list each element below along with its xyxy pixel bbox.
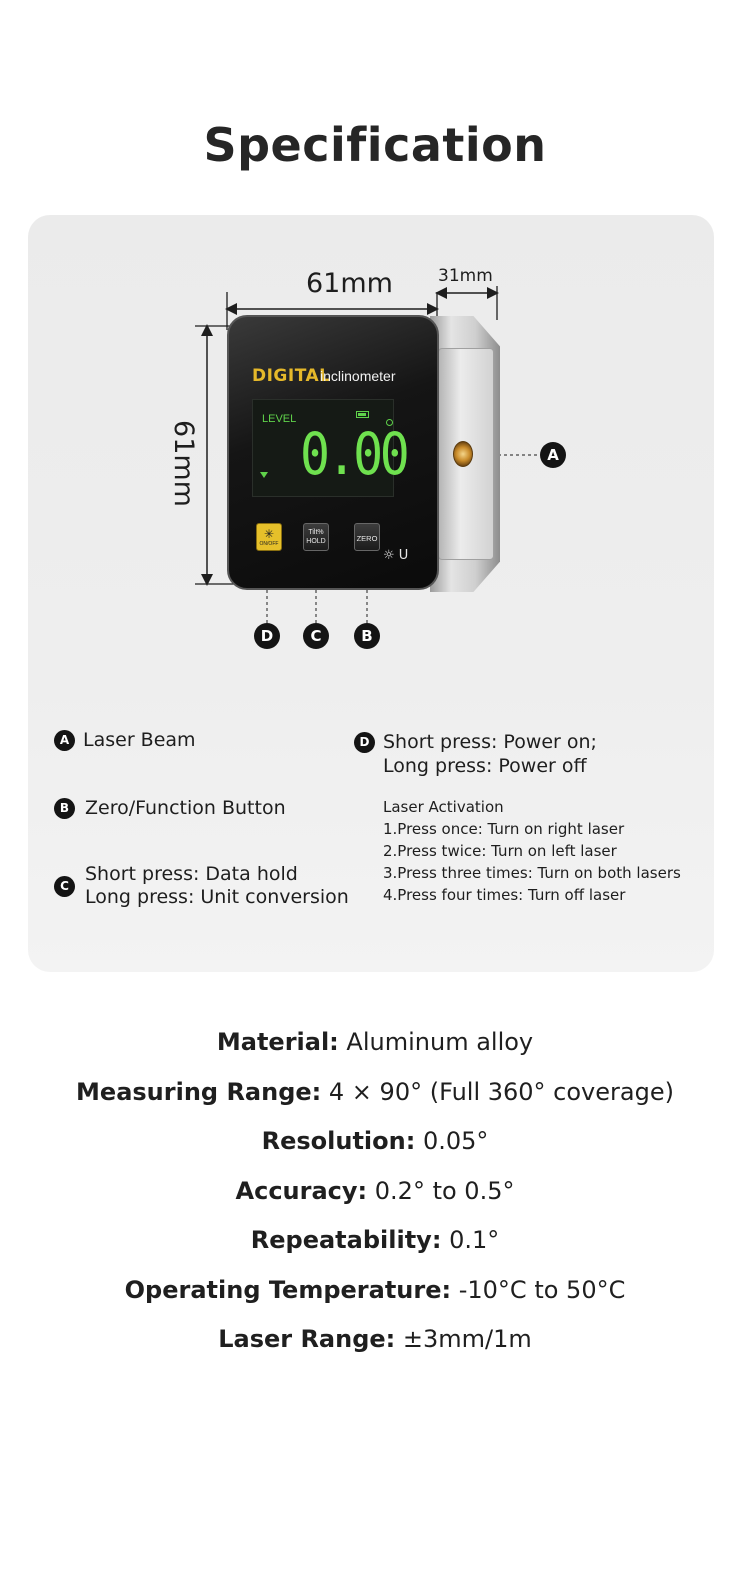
device-zero-button (354, 523, 380, 551)
dimension-depth-label: 31mm (438, 266, 493, 286)
spec-label: Laser Range: (218, 1325, 396, 1353)
page-title: Specification (203, 118, 547, 172)
legend-c-line1: Short press: Data hold (85, 863, 298, 885)
spec-label: Repeatability: (250, 1226, 442, 1254)
spec-row-laser-range (0, 1320, 750, 1370)
laser-step: 4.Press four times: Turn off laser (383, 886, 626, 904)
spec-value: 0.05° (422, 1127, 489, 1155)
laser-step: 2.Press twice: Turn on left laser (383, 842, 617, 860)
laser-step: 3.Press three times: Turn on both lasers (383, 864, 681, 882)
device-brand-logo: DIGITAL (252, 366, 331, 386)
device-product-name: inclinometer (320, 368, 396, 384)
spec-row-material (0, 1023, 750, 1073)
legend-d-line1: Short press: Power on; (383, 731, 597, 753)
spec-value: 0.2° to 0.5° (374, 1176, 515, 1205)
screen-reading: 0.00 (300, 420, 407, 488)
spec-label: Material: (216, 1028, 339, 1056)
legend-badge-c: C (54, 876, 75, 897)
zero-button-label: ZERO (356, 534, 378, 543)
spec-value: ±3mm/1m (402, 1325, 532, 1353)
callout-a: A (540, 442, 566, 468)
spec-label: Operating Temperature: (124, 1275, 452, 1304)
laser-activation-title: Laser Activation (383, 798, 504, 816)
spec-label: Accuracy: (235, 1176, 368, 1205)
spec-row-repeatability (0, 1221, 750, 1271)
laser-step: 1.Press once: Turn on right laser (383, 820, 625, 838)
hold-button-label-2: HOLD (306, 538, 326, 545)
spec-list (0, 1023, 750, 1370)
power-button-label: ON/OFF (259, 541, 279, 547)
dimension-height-label: 61mm (167, 420, 199, 507)
legend-zero-button: Zero/Function Button (85, 797, 286, 819)
spec-value: Aluminum alloy (346, 1028, 534, 1056)
spec-label: Measuring Range: (76, 1077, 322, 1106)
legend-badge-d: D (354, 732, 375, 753)
device-diagram (0, 0, 750, 680)
spec-row-measuring-range (0, 1073, 750, 1123)
laser-icon: ✳ (263, 527, 275, 541)
spec-value: 0.1° (449, 1226, 500, 1254)
spec-row-accuracy (0, 1172, 750, 1222)
legend-badge-b: B (54, 798, 75, 819)
device-status-icons: ☼ U (383, 548, 409, 563)
dimension-width-label: 61mm (306, 268, 393, 299)
spec-value: -10°C to 50°C (458, 1275, 626, 1304)
spec-label: Resolution: (261, 1127, 416, 1155)
device-power-button (256, 523, 282, 551)
arrow-down-icon (260, 472, 268, 478)
screen-mode-label: LEVEL (262, 413, 297, 425)
callout-c: C (303, 623, 329, 649)
battery-icon (356, 411, 369, 418)
hold-button-label-1: Tilt% (308, 529, 324, 536)
spec-row-operating-temperature (0, 1271, 750, 1321)
spec-row-resolution (0, 1122, 750, 1172)
legend-laser-beam: Laser Beam (83, 729, 196, 751)
callout-b: B (354, 623, 380, 649)
callout-d: D (254, 623, 280, 649)
laser-port-icon (453, 441, 473, 467)
legend-c-line2: Long press: Unit conversion (85, 886, 349, 908)
spec-value: 4 × 90° (Full 360° coverage) (328, 1077, 674, 1106)
legend-badge-a: A (54, 730, 75, 751)
device-hold-button (303, 523, 329, 551)
degree-icon (386, 419, 393, 426)
legend-d-line2: Long press: Power off (383, 755, 587, 777)
